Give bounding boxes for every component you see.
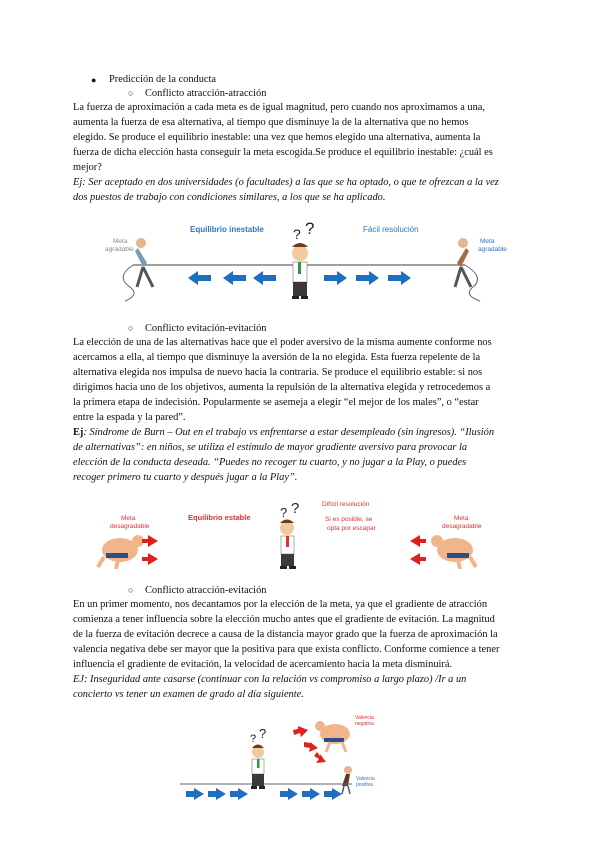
left-goal-label: Meta — [113, 238, 128, 245]
figure-attraction-avoidance — [180, 712, 400, 812]
section-title-avoidance-avoidance: Conflicto evitación-evitación — [145, 323, 267, 334]
question-mark: ? — [250, 733, 257, 745]
body-line: comienza a tener influencia sobre la elección mucho antes que el gradiente de evitación. La magnitud — [73, 614, 495, 625]
question-mark: ? — [293, 226, 301, 242]
sumo-figure — [315, 721, 350, 752]
bullet-marker: ● — [91, 75, 97, 85]
sub-bullet-marker: ○ — [128, 88, 134, 98]
left-goal-label: agradable — [105, 246, 134, 253]
rope — [123, 265, 134, 301]
example-line: Ej: Ser aceptado en dos universidades (o facultades) a las que se ha optado, o que te ofrezcan a la vez — [73, 177, 499, 188]
right-puller-figure — [455, 238, 471, 287]
body-line: La elección de una de las alternativas hace que el poder aversivo de la misma aumente conforme nos — [73, 337, 492, 348]
example-lead: Ej — [73, 427, 84, 438]
positive-valence-label: Valencia — [356, 776, 375, 782]
center-person-figure — [292, 243, 308, 299]
body-line: valencia negativa debe ser mayor que la positiva para que exista conflicto. Conforme comience a tener — [73, 644, 500, 655]
question-mark: ? — [280, 505, 288, 520]
figure-attraction-attraction — [85, 215, 525, 307]
sub-bullet-marker: ○ — [128, 323, 134, 333]
negative-valence-label: negativa — [355, 721, 374, 727]
right-mid-label: opta por escapar — [327, 525, 376, 532]
right-top-label: Difícil resolución — [322, 501, 370, 508]
right-goal-label: agradable — [478, 246, 507, 253]
example-line: EJ: Inseguridad ante casarse (continuar con la relación vs compromiso a largo plazo) /Ir a un — [73, 674, 467, 685]
figure2-center-label: Equilibrio estable — [188, 513, 251, 522]
body-line: elegido. Se produce el equilibrio inestable: una vez que hemos elegido una alternativa, aumenta la — [73, 132, 481, 143]
left-goal-label: Meta — [121, 515, 136, 522]
example-line — [73, 425, 494, 440]
figure1-right-label: Fácil resolución — [363, 225, 419, 234]
goal-person-figure — [342, 766, 352, 794]
body-line: aumenta la fuerza de esa alternativa, al tiempo que disminuye la de la alternativa que no hemos — [73, 117, 469, 128]
right-goal-label: Meta — [480, 238, 495, 245]
example-line: concierto vs tener un examen de grado al día siguiente. — [73, 689, 304, 700]
section-title-attraction-attraction: Conflicto atracción-atracción — [145, 88, 267, 99]
body-line: La fuerza de aproximación a cada meta es de igual magnitud, pero cuando nos aproximamos a una, — [73, 102, 486, 113]
right-sumo-figure — [431, 535, 476, 569]
left-sumo-figure — [98, 535, 144, 569]
body-line: influencia el gradiente de evitación, la velocidad de acercamiento hacia la meta disminuirá. — [73, 659, 453, 670]
center-person-figure — [251, 745, 265, 790]
red-arrows-left-group — [142, 535, 158, 565]
positive-valence-label: positiva — [356, 782, 373, 788]
bullet-heading: Predicción de la conducta — [109, 74, 217, 85]
section-title-attraction-avoidance: Conflicto atracción-evitación — [145, 585, 267, 596]
right-goal-label: Meta — [454, 515, 469, 522]
body-line: alternativa elegida nos impulsa de nuevo hacia la contraria. Se produce el equilibrio estable: si nos — [73, 367, 483, 378]
body-line: dirigimos hacia uno de los objetivos, aumenta la repulsión de la alternativa elegida y retrocedemos a — [73, 382, 491, 393]
example-line: recoger primero tu cuarto y después jugar a la Play”. — [73, 472, 298, 483]
body-line: fuerza de dicha elección hasta conseguir la meta escogida.Se produce el equilibrio inestable: ¿cuál es — [73, 147, 493, 158]
figure1-center-label: Equilibrio inestable — [190, 225, 264, 234]
body-line: entre la espada y la pared”. — [73, 412, 186, 423]
question-mark: ? — [259, 726, 267, 741]
center-person-figure — [280, 520, 296, 570]
body-line: la primera etapa de indecisión. Popularmente se asemeja a elegir “el mejor de los males”, o “estar — [73, 397, 479, 408]
figure-avoidance-avoidance — [90, 495, 520, 575]
left-puller-figure — [135, 238, 153, 287]
rope — [465, 265, 480, 301]
red-arrows-right-group — [410, 535, 426, 565]
blue-arrows-right — [186, 788, 342, 800]
question-mark: ? — [305, 219, 315, 238]
body-line: de la fuerza de evitación decrece a causa de la distancia mayor grado que la fuerza de aproximación la — [73, 629, 498, 640]
right-mid-label: Si es posible, se — [325, 516, 373, 523]
example-text: : Síndrome de Burn – Out en el trabajo vs enfrentarse a estar desempleado (sin ingresos). “Ilusión — [83, 427, 495, 438]
sub-bullet-marker: ○ — [128, 585, 134, 595]
example-line: elección de la conducta deseada. “Puedes no recoger tu cuarto, y no jugar a la Play, o puedes — [73, 457, 467, 468]
left-goal-label: desagradable — [110, 523, 150, 530]
body-line: mejor? — [73, 162, 102, 173]
negative-valence-label: Valencia — [355, 715, 374, 721]
right-goal-label: desagradable — [442, 523, 482, 530]
example-line: dos puestos de trabajo con condiciones similares, a los que se ha aplicado. — [73, 192, 386, 203]
body-line: acercamos a ella, al tiempo que disminuye la aversión de la no elegida. Esta fuerza repelente de la — [73, 352, 481, 363]
blue-arrows-right — [324, 271, 411, 285]
blue-arrows-left — [188, 271, 276, 285]
body-line: En un primer momento, nos decantamos por la elección de la meta, ya que el gradiente de atracción — [73, 599, 488, 610]
question-mark: ? — [291, 500, 300, 517]
example-line: de alternativas”: en niños, se utiliza el estímulo de mayor gradiente aversivo para provocar la — [73, 442, 468, 453]
